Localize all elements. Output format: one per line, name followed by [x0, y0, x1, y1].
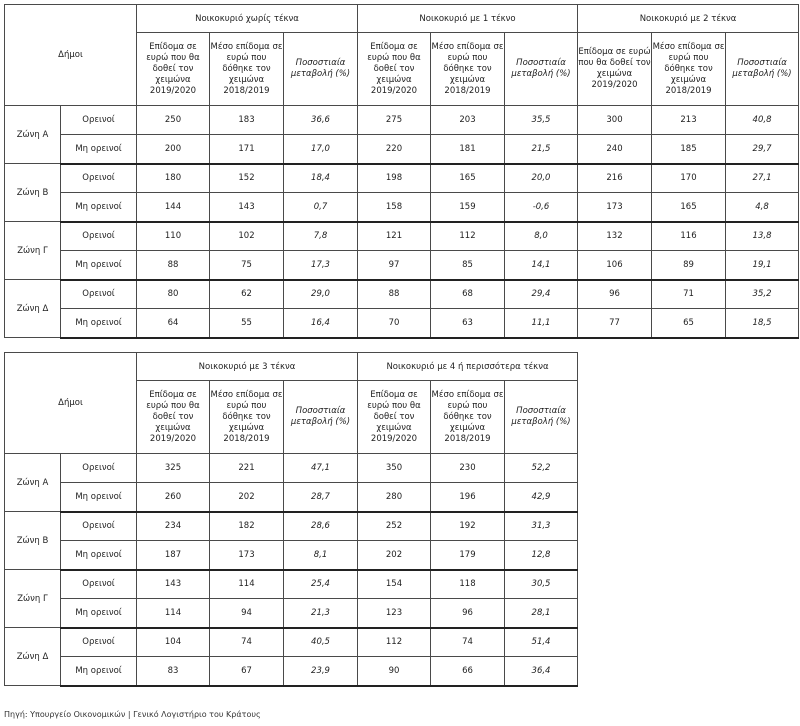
average-allowance-cell: 112: [431, 222, 505, 251]
average-column-header: Μέσο επίδομα σε ευρώ που δόθηκε τον χειμώνα 2018/2019: [210, 33, 284, 106]
table-row: [5, 193, 799, 222]
pct-change-cell: 14,1: [505, 251, 578, 280]
allowance-cell: 114: [137, 599, 210, 628]
average-column-header: Μέσο επίδομα σε ευρώ που δόθηκε τον χειμώνα 2018/2019: [210, 381, 284, 454]
average-allowance-cell: 89: [652, 251, 726, 280]
average-allowance-cell: 94: [210, 599, 284, 628]
allowance-cell: 198: [358, 164, 431, 193]
zone-label: Ζώνη Γ: [5, 222, 61, 280]
pct-column-header: Ποσοστιαία μεταβολή (%): [284, 33, 358, 106]
table-row: [5, 454, 578, 483]
pct-change-cell: 29,0: [284, 280, 358, 309]
municipality-type-label: Μη ορεινοί: [61, 309, 137, 338]
allowance-cell: 154: [358, 570, 431, 599]
municipality-type-label: Ορεινοί: [61, 454, 137, 483]
average-allowance-cell: 118: [431, 570, 505, 599]
municipality-type-label: Ορεινοί: [61, 512, 137, 541]
allowance-column-header: Επίδομα σε ευρώ που θα δοθεί τον χειμώνα 2019/2020: [137, 33, 210, 106]
municipality-type-label: Ορεινοί: [61, 106, 137, 135]
average-allowance-cell: 65: [652, 309, 726, 338]
average-allowance-cell: 55: [210, 309, 284, 338]
allowance-cell: 80: [137, 280, 210, 309]
group-header: Νοικοκυριό χωρίς τέκνα: [137, 5, 358, 33]
allowance-cell: 240: [578, 135, 652, 164]
allowance-cell: 158: [358, 193, 431, 222]
pct-change-cell: 17,0: [284, 135, 358, 164]
table-row: [5, 164, 799, 193]
pct-change-cell: 20,0: [505, 164, 578, 193]
municipality-type-label: Μη ορεινοί: [61, 193, 137, 222]
average-allowance-cell: 68: [431, 280, 505, 309]
table-row: [5, 106, 799, 135]
municipality-type-label: Ορεινοί: [61, 570, 137, 599]
allowance-cell: 112: [358, 628, 431, 657]
allowance-cell: 260: [137, 483, 210, 512]
allowance-cell: 187: [137, 541, 210, 570]
average-allowance-cell: 85: [431, 251, 505, 280]
pct-change-cell: 29,7: [726, 135, 799, 164]
average-allowance-cell: 221: [210, 454, 284, 483]
pct-change-cell: 40,8: [726, 106, 799, 135]
average-allowance-cell: 192: [431, 512, 505, 541]
average-allowance-cell: 96: [431, 599, 505, 628]
municipalities-header: Δήμοι: [5, 5, 137, 106]
pct-change-cell: 36,4: [505, 657, 578, 686]
zone-label: Ζώνη Γ: [5, 570, 61, 628]
table-row: [5, 280, 799, 309]
group-header: Νοικοκυριό με 3 τέκνα: [137, 353, 358, 381]
table-row: [5, 309, 799, 338]
pct-change-cell: 35,5: [505, 106, 578, 135]
average-allowance-cell: 152: [210, 164, 284, 193]
municipality-type-label: Ορεινοί: [61, 222, 137, 251]
allowance-column-header: Επίδομα σε ευρώ που θα δοθεί τον χειμώνα 2019/2020: [578, 33, 652, 106]
allowance-cell: 97: [358, 251, 431, 280]
average-allowance-cell: 66: [431, 657, 505, 686]
pct-change-cell: 23,9: [284, 657, 358, 686]
pct-change-cell: 21,3: [284, 599, 358, 628]
municipality-type-label: Μη ορεινοί: [61, 135, 137, 164]
pct-change-cell: 47,1: [284, 454, 358, 483]
allowance-cell: 250: [137, 106, 210, 135]
pct-change-cell: 19,1: [726, 251, 799, 280]
group-header: Νοικοκυριό με 2 τέκνα: [578, 5, 799, 33]
table-row: [5, 570, 578, 599]
pct-change-cell: 52,2: [505, 454, 578, 483]
pct-change-cell: 31,3: [505, 512, 578, 541]
table-row: [5, 599, 578, 628]
average-allowance-cell: 183: [210, 106, 284, 135]
average-allowance-cell: 143: [210, 193, 284, 222]
average-allowance-cell: 181: [431, 135, 505, 164]
average-allowance-cell: 74: [210, 628, 284, 657]
municipality-type-label: Μη ορεινοί: [61, 541, 137, 570]
pct-change-cell: 27,1: [726, 164, 799, 193]
zone-label: Ζώνη Δ: [5, 628, 61, 686]
average-allowance-cell: 63: [431, 309, 505, 338]
pct-change-cell: 42,9: [505, 483, 578, 512]
table-row: [5, 222, 799, 251]
zone-label: Ζώνη Δ: [5, 280, 61, 338]
allowance-cell: 88: [137, 251, 210, 280]
zone-label: Ζώνη Α: [5, 454, 61, 512]
pct-change-cell: 30,5: [505, 570, 578, 599]
allowance-cell: 123: [358, 599, 431, 628]
group-header: Νοικοκυριό με 1 τέκνο: [358, 5, 578, 33]
group-header: Νοικοκυριό με 4 ή περισσότερα τέκνα: [358, 353, 578, 381]
pct-change-cell: 40,5: [284, 628, 358, 657]
source-note: Πηγή: Υπουργείο Οικονομικών | Γενικό Λογιστήριο του Κράτους: [4, 710, 261, 719]
pct-change-cell: 7,8: [284, 222, 358, 251]
pct-change-cell: 8,0: [505, 222, 578, 251]
table-row: [5, 541, 578, 570]
pct-change-cell: 11,1: [505, 309, 578, 338]
average-column-header: Μέσο επίδομα σε ευρώ που δόθηκε τον χειμώνα 2018/2019: [652, 33, 726, 106]
allowance-cell: 216: [578, 164, 652, 193]
table-row: [5, 628, 578, 657]
average-allowance-cell: 179: [431, 541, 505, 570]
pct-change-cell: 36,6: [284, 106, 358, 135]
pct-change-cell: 4,8: [726, 193, 799, 222]
average-allowance-cell: 62: [210, 280, 284, 309]
average-allowance-cell: 171: [210, 135, 284, 164]
allowance-cell: 350: [358, 454, 431, 483]
allowance-column-header: Επίδομα σε ευρώ που θα δοθεί τον χειμώνα 2019/2020: [358, 381, 431, 454]
average-allowance-cell: 114: [210, 570, 284, 599]
average-allowance-cell: 182: [210, 512, 284, 541]
average-allowance-cell: 173: [210, 541, 284, 570]
allowance-cell: 300: [578, 106, 652, 135]
allowance-cell: 90: [358, 657, 431, 686]
allowance-cell: 220: [358, 135, 431, 164]
allowance-cell: 70: [358, 309, 431, 338]
table-row: [5, 512, 578, 541]
allowance-cell: 143: [137, 570, 210, 599]
pct-change-cell: -0,6: [505, 193, 578, 222]
zone-label: Ζώνη Β: [5, 164, 61, 222]
average-allowance-cell: 67: [210, 657, 284, 686]
allowance-cell: 234: [137, 512, 210, 541]
table-row: [5, 483, 578, 512]
allowance-table-1: [4, 4, 799, 339]
allowance-table-2: [4, 352, 578, 687]
average-column-header: Μέσο επίδομα σε ευρώ που δόθηκε τον χειμώνα 2018/2019: [431, 33, 505, 106]
allowance-cell: 325: [137, 454, 210, 483]
allowance-cell: 202: [358, 541, 431, 570]
municipality-type-label: Μη ορεινοί: [61, 599, 137, 628]
allowance-column-header: Επίδομα σε ευρώ που θα δοθεί τον χειμώνα 2019/2020: [137, 381, 210, 454]
pct-column-header: Ποσοστιαία μεταβολή (%): [505, 381, 578, 454]
zone-label: Ζώνη Β: [5, 512, 61, 570]
allowance-cell: 200: [137, 135, 210, 164]
pct-change-cell: 12,8: [505, 541, 578, 570]
pct-change-cell: 25,4: [284, 570, 358, 599]
pct-change-cell: 18,5: [726, 309, 799, 338]
pct-change-cell: 13,8: [726, 222, 799, 251]
allowance-cell: 275: [358, 106, 431, 135]
allowance-cell: 132: [578, 222, 652, 251]
average-allowance-cell: 203: [431, 106, 505, 135]
average-allowance-cell: 170: [652, 164, 726, 193]
allowance-cell: 88: [358, 280, 431, 309]
pct-change-cell: 18,4: [284, 164, 358, 193]
pct-change-cell: 28,6: [284, 512, 358, 541]
pct-change-cell: 0,7: [284, 193, 358, 222]
municipality-type-label: Ορεινοί: [61, 280, 137, 309]
allowance-cell: 83: [137, 657, 210, 686]
average-allowance-cell: 165: [652, 193, 726, 222]
table-row: [5, 135, 799, 164]
municipality-type-label: Ορεινοί: [61, 628, 137, 657]
average-allowance-cell: 75: [210, 251, 284, 280]
pct-change-cell: 17,3: [284, 251, 358, 280]
average-allowance-cell: 159: [431, 193, 505, 222]
allowance-cell: 104: [137, 628, 210, 657]
municipality-type-label: Μη ορεινοί: [61, 251, 137, 280]
pct-change-cell: 21,5: [505, 135, 578, 164]
municipality-type-label: Μη ορεινοί: [61, 657, 137, 686]
allowance-cell: 106: [578, 251, 652, 280]
average-allowance-cell: 196: [431, 483, 505, 512]
allowance-cell: 110: [137, 222, 210, 251]
allowance-cell: 173: [578, 193, 652, 222]
pct-change-cell: 29,4: [505, 280, 578, 309]
pct-column-header: Ποσοστιαία μεταβολή (%): [726, 33, 799, 106]
allowance-cell: 77: [578, 309, 652, 338]
allowance-cell: 96: [578, 280, 652, 309]
pct-column-header: Ποσοστιαία μεταβολή (%): [284, 381, 358, 454]
pct-change-cell: 28,1: [505, 599, 578, 628]
average-allowance-cell: 116: [652, 222, 726, 251]
municipality-type-label: Ορεινοί: [61, 164, 137, 193]
allowance-column-header: Επίδομα σε ευρώ που θα δοθεί τον χειμώνα 2019/2020: [358, 33, 431, 106]
allowance-cell: 64: [137, 309, 210, 338]
allowance-cell: 252: [358, 512, 431, 541]
average-allowance-cell: 185: [652, 135, 726, 164]
average-column-header: Μέσο επίδομα σε ευρώ που δόθηκε τον χειμώνα 2018/2019: [431, 381, 505, 454]
average-allowance-cell: 71: [652, 280, 726, 309]
allowance-cell: 180: [137, 164, 210, 193]
average-allowance-cell: 74: [431, 628, 505, 657]
average-allowance-cell: 102: [210, 222, 284, 251]
allowance-cell: 144: [137, 193, 210, 222]
pct-change-cell: 35,2: [726, 280, 799, 309]
allowance-cell: 280: [358, 483, 431, 512]
table-row: [5, 251, 799, 280]
pct-change-cell: 8,1: [284, 541, 358, 570]
pct-change-cell: 51,4: [505, 628, 578, 657]
allowance-cell: 121: [358, 222, 431, 251]
average-allowance-cell: 202: [210, 483, 284, 512]
average-allowance-cell: 165: [431, 164, 505, 193]
pct-column-header: Ποσοστιαία μεταβολή (%): [505, 33, 578, 106]
zone-label: Ζώνη Α: [5, 106, 61, 164]
municipality-type-label: Μη ορεινοί: [61, 483, 137, 512]
table-row: [5, 657, 578, 686]
municipalities-header: Δήμοι: [5, 353, 137, 454]
pct-change-cell: 28,7: [284, 483, 358, 512]
average-allowance-cell: 213: [652, 106, 726, 135]
pct-change-cell: 16,4: [284, 309, 358, 338]
average-allowance-cell: 230: [431, 454, 505, 483]
